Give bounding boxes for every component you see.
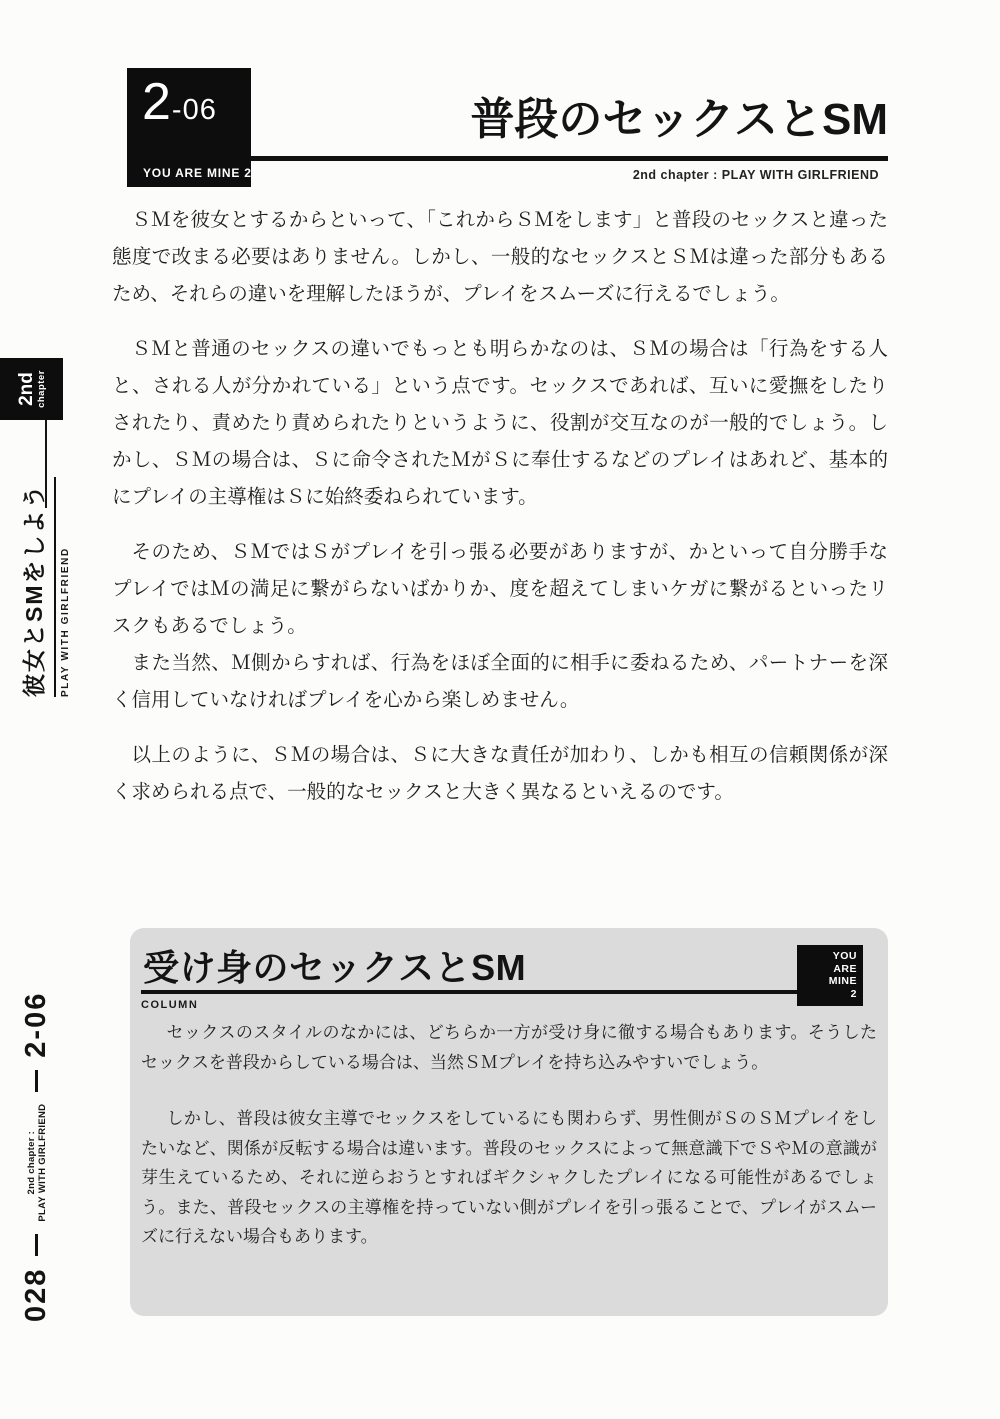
column-title: 受け身のセックスとSM — [143, 947, 527, 988]
footer-chapter-label-line1: 2nd chapter : — [25, 1130, 37, 1195]
column-paragraph: セックスのスタイルのなかには、どちらか一方が受け身に徹する場合もあります。そうしたセックスを普段からしている場合は、当然ＳＭプレイを持ち込みやすいでしょう。 — [141, 1023, 877, 1072]
chapter-number-sub: -06 — [171, 94, 217, 126]
page-number: 028 — [20, 1267, 52, 1322]
sidebar-chapter-tab — [0, 358, 63, 420]
sidebar-chapter-tab-line1: 2nd — [15, 372, 37, 406]
sidebar-chapter-title-en: PLAY WITH GIRLFRIEND — [60, 547, 71, 697]
footer-separator — [35, 1070, 38, 1092]
body-paragraph: また当然、Ｍ側からすれば、行為をほぼ全面的に相手に委ねるため、パートナーを深く信用していなければプレイを心から楽しめません。 — [112, 652, 888, 711]
column-card — [130, 928, 888, 1316]
chapter-number — [142, 72, 217, 132]
footer-chapter-label — [26, 1104, 48, 1222]
sidebar-footer-rotated — [20, 992, 53, 1322]
chapter-number-main: 2 — [142, 73, 172, 131]
chapter-subtitle: 2nd chapter : PLAY WITH GIRLFRIEND — [632, 168, 879, 182]
badge-line: 2 — [850, 987, 857, 1000]
body-paragraph: ＳＭを彼女とするからといって、「これからＳＭをします」と普段のセックスと違った態度で改まる必要はありません。しかし、一般的なセックスとＳＭは違った部分もあるため、それらの違いを理解したほうが、プレイをスムーズに行えるでしょう。 — [112, 209, 888, 305]
footer-chapter-label-line2: PLAY WITH GIRLFRIEND — [36, 1103, 48, 1222]
column-rule — [141, 990, 797, 994]
badge-line: MINE — [828, 975, 857, 987]
column-series-badge — [797, 945, 863, 1006]
body-paragraph: そのため、ＳＭではＳがプレイを引っ張る必要がありますが、かといって自分勝手なプレイではＭの満足に繋がらないばかりか、度を超えてしまいケガに繋がるといったリスクもあるでしょう。 — [112, 541, 888, 637]
series-label: YOU ARE MINE 2 — [143, 166, 252, 180]
column-paragraph: しかし、普段は彼女主導でセックスをしているにも関わらず、男性側がＳのＳＭプレイをしたいなど、関係が反転する場合は違います。普段のセックスによって無意識下でＳやＭの意識が芽生えているため、それに逆らおうとすればギクシャクしたプレイになる可能性があるでしょう。また、普段セックスの主導権を持っていない側がプレイを引っ張ることで、プレイがスムーズに行えない場合もあります。 — [141, 1109, 877, 1246]
column-label: COLUMN — [141, 999, 199, 1011]
badge-line: YOU — [832, 950, 857, 962]
sidebar-chapter-title-rotated — [16, 478, 71, 698]
page-title: 普段のセックスとSM — [470, 95, 888, 144]
sidebar-chapter-tab-text — [16, 370, 46, 408]
footer-separator — [35, 1234, 38, 1256]
sidebar-chapter-tab-line2: chapter — [35, 370, 47, 408]
footer-section-number: 2-06 — [20, 991, 52, 1058]
sidebar-chapter-title — [16, 483, 236, 754]
badge-line: ARE — [833, 962, 857, 975]
sidebar-chapter-title-jp: 彼女とSMをしよう — [16, 478, 56, 698]
body-paragraph: 以上のように、ＳＭの場合は、Ｓに大きな責任が加わり、しかも相互の信頼関係が深く求められる点で、一般的なセックスと大きく異なるといえるのです。 — [112, 744, 888, 803]
title-rule — [250, 156, 888, 161]
body-paragraph: ＳＭと普通のセックスの違いでもっとも明らかなのは、ＳＭの場合は「行為をする人と、される人が分かれている」という点です。セックスであれば、互いに愛撫をしたりされたり、責めたり責められたりというように、役割が交互なのが一般的でしょう。しかし、ＳＭの場合は、Ｓに命令されたＭがＳに奉仕するなどのプレイはあれど、基本的にプレイの主導権はＳに始終委ねられています。 — [112, 338, 888, 508]
chapter-number-box — [127, 68, 251, 187]
column-body — [141, 1018, 877, 1252]
